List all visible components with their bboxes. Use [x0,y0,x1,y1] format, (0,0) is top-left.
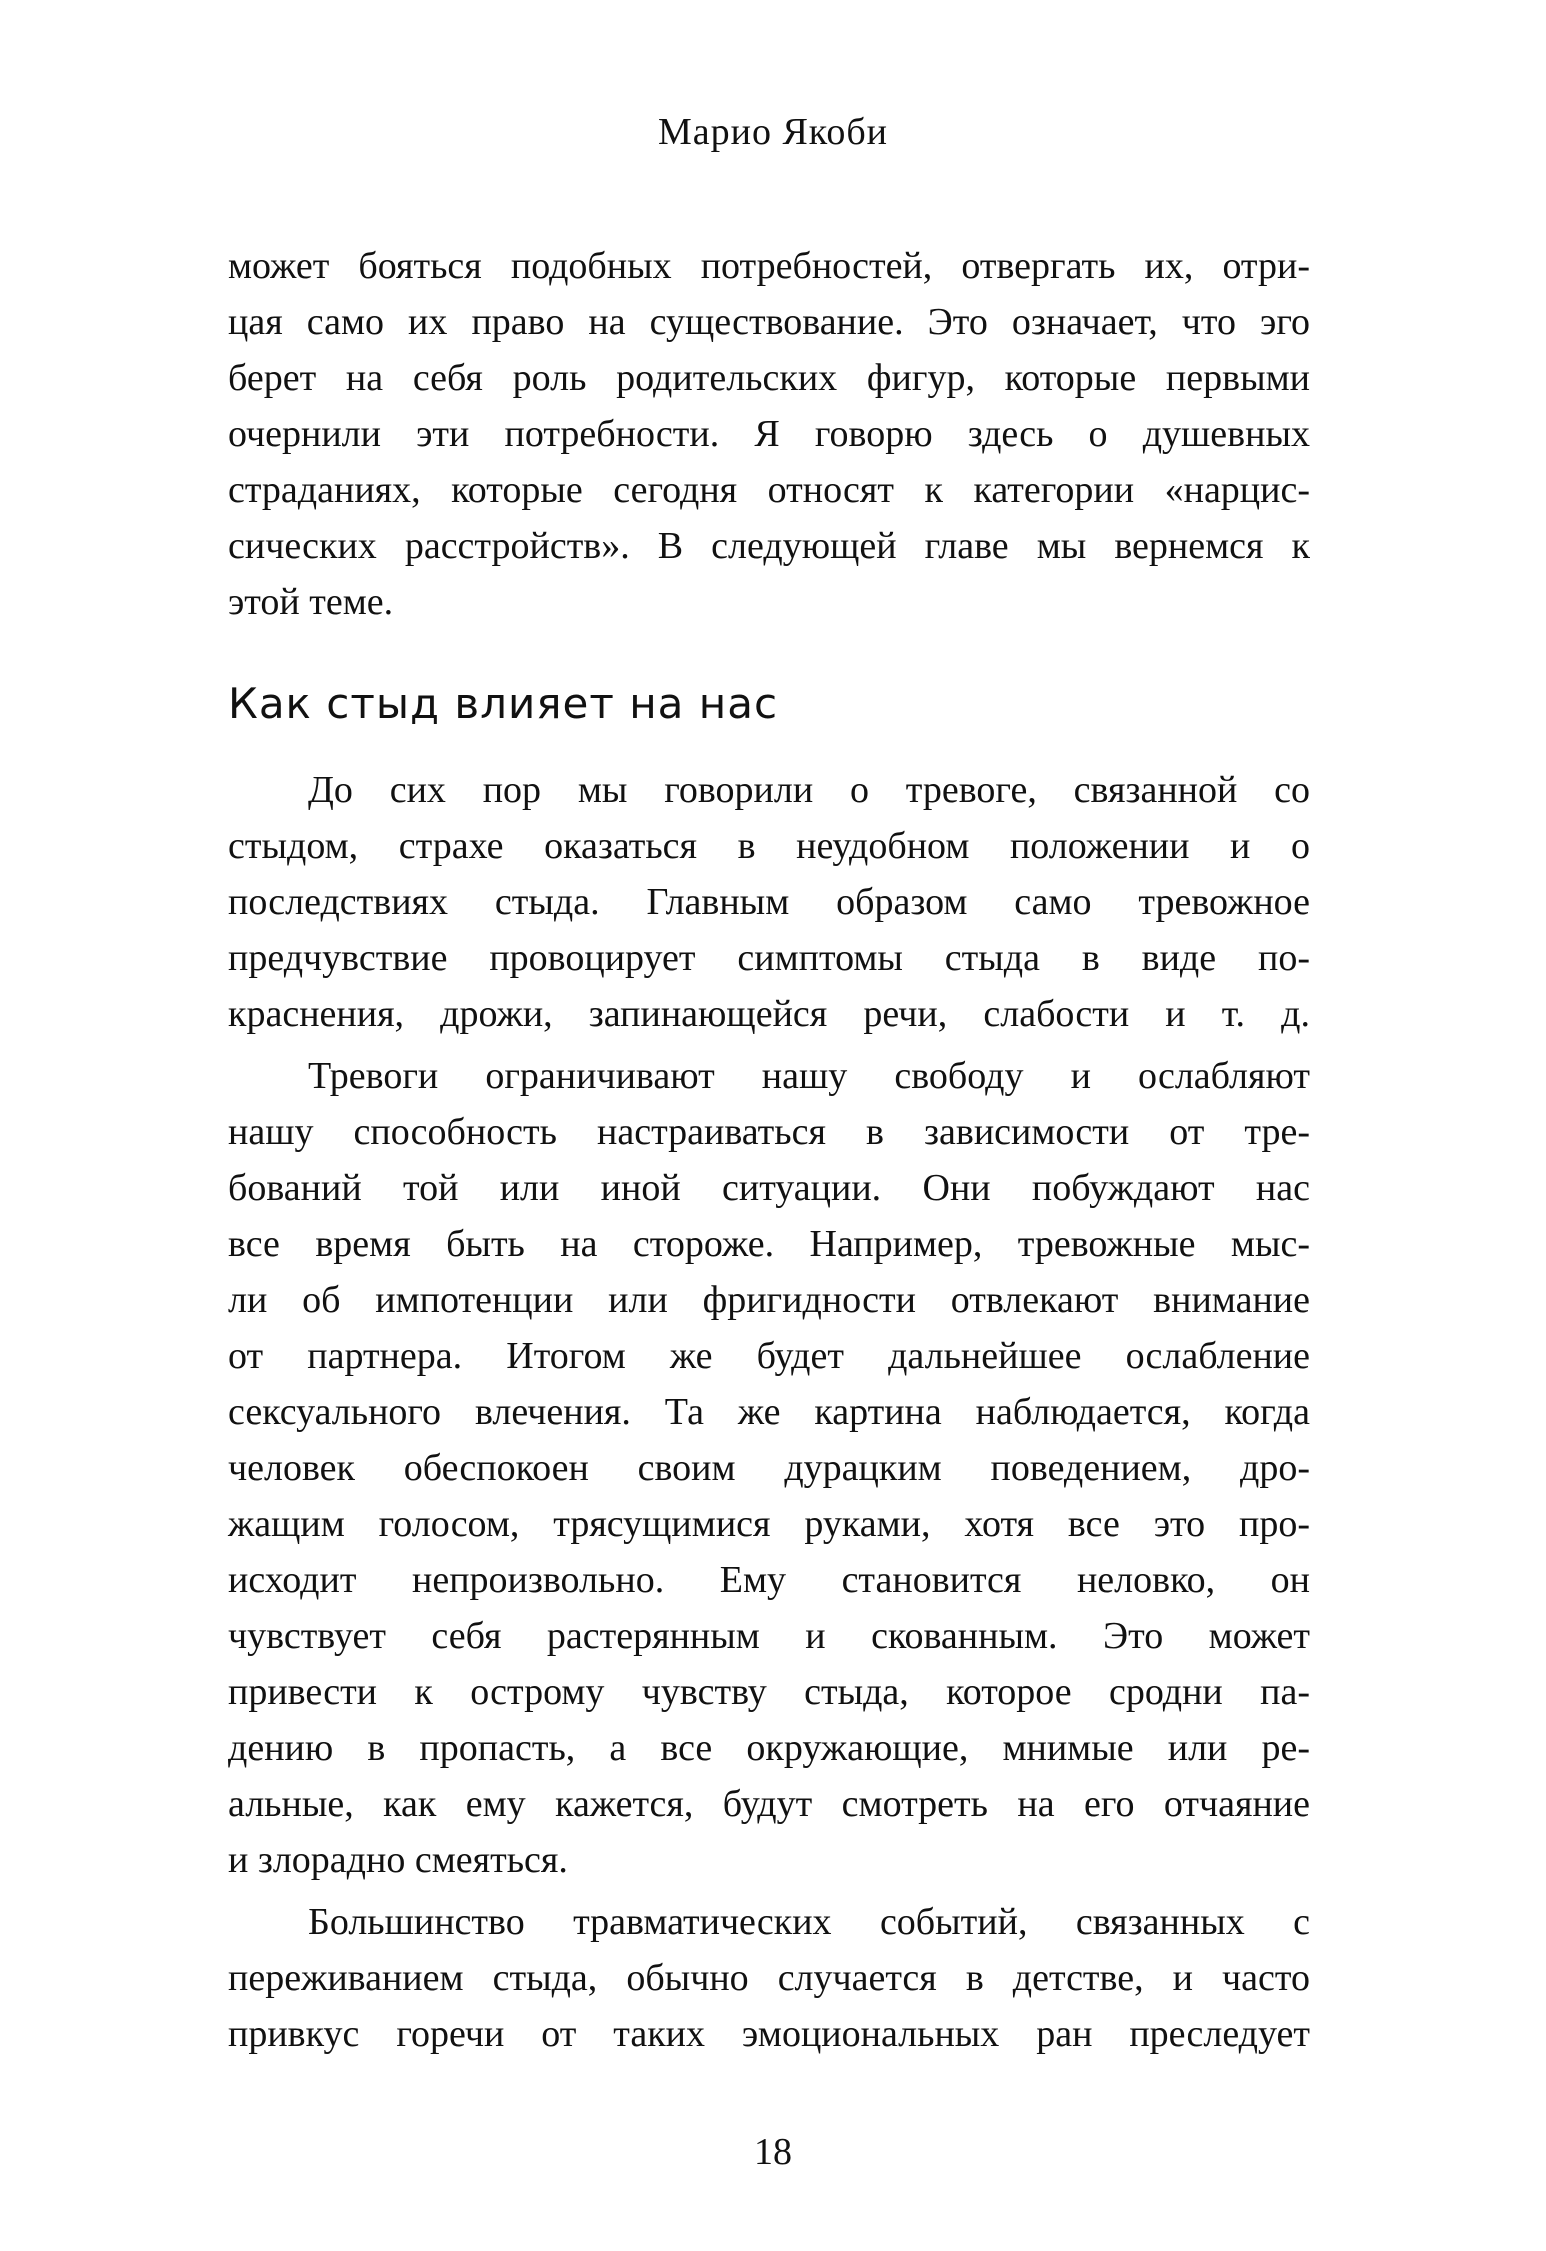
text-line: цая само их право на существование. Это означает, что эго [228,301,1310,343]
text-line: сексуального влечения. Та же картина наблюдается, когда [228,1391,1310,1433]
text-line: от партнера. Итогом же будет дальнейшее ослабление [228,1335,1310,1377]
paragraph [228,1894,1310,2062]
paragraph [228,1048,1310,1888]
text-line: бований той или иной ситуации. Они побуждают нас [228,1167,1310,1209]
text-line: может бояться подобных потребностей, отвергать их, отри- [228,245,1310,287]
text-line: очернили эти потребности. Я говорю здесь о душевных [228,413,1310,455]
text-line: краснения, дрожи, запинающейся речи, слабости и т. д. [228,993,1310,1035]
text-line: жащим голосом, трясущимися руками, хотя все это про- [228,1503,1310,1545]
text-line: альные, как ему кажется, будут смотреть на его отчаяние [228,1783,1310,1825]
text-line: предчувствие провоцирует симптомы стыда в виде по- [228,937,1310,979]
text-line: последствиях стыда. Главным образом само тревожное [228,881,1310,923]
text-line: сических расстройств». В следующей главе мы вернемся к [228,525,1310,567]
text-line: стыдом, страхе оказаться в неудобном положении и о [228,825,1310,867]
section-heading: Как стыд влияет на нас [228,679,779,728]
text-line: До сих пор мы говорили о тревоге, связанной со [308,769,1310,811]
text-line: Большинство травматических событий, связанных с [308,1901,1310,1943]
text-line: исходит непроизвольно. Ему становится неловко, он [228,1559,1310,1601]
text-line: ли об импотенции или фригидности отвлекают внимание [228,1279,1310,1321]
paragraph [228,762,1310,1042]
text-line: страданиях, которые сегодня относят к категории «нарцис- [228,469,1310,511]
text-line: чувствует себя растерянным и скованным. Это может [228,1615,1310,1657]
running-header-author: Марио Якоби [657,111,889,153]
section-body [228,762,1310,2062]
page-number: 18 [754,2131,792,2173]
text-line: нашу способность настраиваться в зависимости от тре- [228,1111,1310,1153]
text-line: привести к острому чувству стыда, которое сродни па- [228,1671,1310,1713]
text-line: все время быть на стороже. Например, тревожные мыс- [228,1223,1310,1265]
text-line: дению в пропасть, а все окружающие, мнимые или ре- [228,1727,1310,1769]
text-line: и злорадно смеяться. [228,1839,568,1881]
text-line: привкус горечи от таких эмоциональных ран преследует [228,2013,1310,2055]
text-line: человек обеспокоен своим дурацким поведением, дро- [228,1447,1310,1489]
text-line: берет на себя роль родительских фигур, которые первыми [228,357,1310,399]
text-line: переживанием стыда, обычно случается в детстве, и часто [228,1957,1310,1999]
text-line: этой теме. [228,581,394,623]
text-line: Тревоги ограничивают нашу свободу и ослабляют [308,1055,1310,1097]
intro-paragraph [228,238,1310,630]
